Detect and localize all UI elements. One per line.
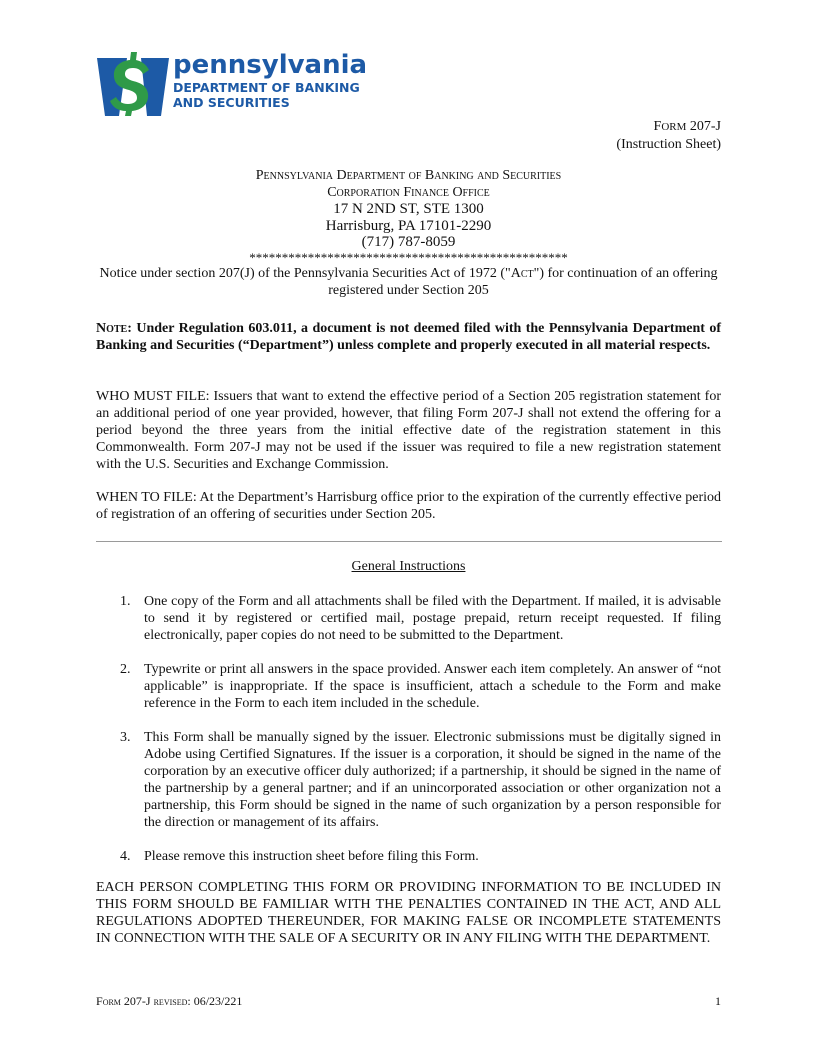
section-divider — [96, 541, 722, 542]
list-item: 1. One copy of the Form and all attachments shall be filed with the Department. If mailed, it is advisable to send it by registered or certified mail, postage prepaid, return receipt requested. If filing electronically, paper copies do not need to be submitted to the Department. — [120, 594, 721, 643]
pa-dobs-logo — [97, 48, 377, 118]
street-address: 17 N 2ND ST, STE 1300 — [333, 201, 484, 217]
list-item: 3. This Form shall be manually signed by the issuer. Electronic submissions must be digitally signed in Adobe using Certified Signatures. If the issuer is a corporation, it should be signed in the name of the corporation by an executive officer duly authorized; if a partnership, it should be signed in the name of the partnership by a general partner; and if an unincorporated association or other organization not a partnership, this Form should be signed in the name of such organization by a person responsible for the direction or management of its affairs. — [120, 730, 721, 830]
when-to-file-paragraph: WHEN TO FILE: At the Department’s Harrisburg office prior to the expiration of the currently effective period of registration of an offering of securities under Section 205. — [96, 490, 721, 522]
note-paragraph — [96, 320, 721, 354]
keystone-dollar-icon — [97, 48, 169, 116]
phone-number: (717) 787-8059 — [361, 234, 456, 250]
logo-dept-line2: AND SECURITIES — [173, 95, 290, 110]
page-number: 1 — [715, 994, 721, 1008]
form-number: FORM 207-J — [653, 119, 721, 134]
note-label: Note — [96, 321, 128, 336]
list-item: 4. Please remove this instruction sheet before filing this Form. — [120, 849, 479, 864]
logo-state-name: pennsylvania — [173, 50, 368, 80]
logo-dept-line1: DEPARTMENT OF BANKING — [173, 80, 360, 95]
office-name: Corporation Finance Office — [327, 184, 490, 200]
list-item: 2. Typewrite or print all answers in the space provided. Answer each item completely. An answer of “not applicable” is inappropriate. If the space is insufficient, attach a schedule to the Form and make reference in the Form to each item included in the schedule. — [120, 662, 721, 711]
form-subtitle: (Instruction Sheet) — [616, 137, 721, 152]
star-separator: ************************************************* — [249, 249, 568, 265]
who-must-file-paragraph: WHO MUST FILE: Issuers that want to extend the effective period of a Section 205 registration statement for an additional period of one year provided, however, that filing Form 207-J shall not extend the offering for a period beyond the three years from the initial effective date of the registration statement in this Commonwealth. Form 207-J may not be used if the issuer was required to file a new registration statement with the U.S. Securities and Exchange Commission. — [96, 389, 721, 472]
city-address: Harrisburg, PA 17101-2290 — [325, 217, 492, 234]
notice-title: Notice under section 207(J) of the Pennsylvania Securities Act of 1972 ("Act") for continuation of an offering registered under Section 205 — [99, 265, 718, 298]
agency-name: Pennsylvania Department of Banking and Securities — [255, 168, 562, 183]
instructions-list — [96, 593, 721, 882]
logo-wordmark — [173, 50, 367, 110]
penalty-warning: EACH PERSON COMPLETING THIS FORM OR PROVIDING INFORMATION TO BE INCLUDED IN THIS FORM SHOULD BE FAMILIAR WITH THE PENALTIES CONTAINED IN THE ACT, AND ALL REGULATIONS ADOPTED THEREUNDER, FOR MAKING FALSE OR INCOMPLETE STATEMENTS IN CONNECTION WITH THE SALE OF A SECURITY OR IN ANY FILING WITH THE DEPARTMENT. — [96, 880, 721, 946]
agency-header — [96, 168, 721, 299]
general-instructions-title: General Instructions — [351, 559, 466, 574]
form-identifier — [616, 118, 721, 153]
note-text: : Under Regulation 603.011, a document is not deemed filed with the Pennsylvania Department of Banking and Securities (“Department”) unless complete and properly executed in all material respects. — [96, 321, 721, 353]
footer-form-revision: Form 207-J revised: 06/23/221 — [96, 994, 243, 1008]
